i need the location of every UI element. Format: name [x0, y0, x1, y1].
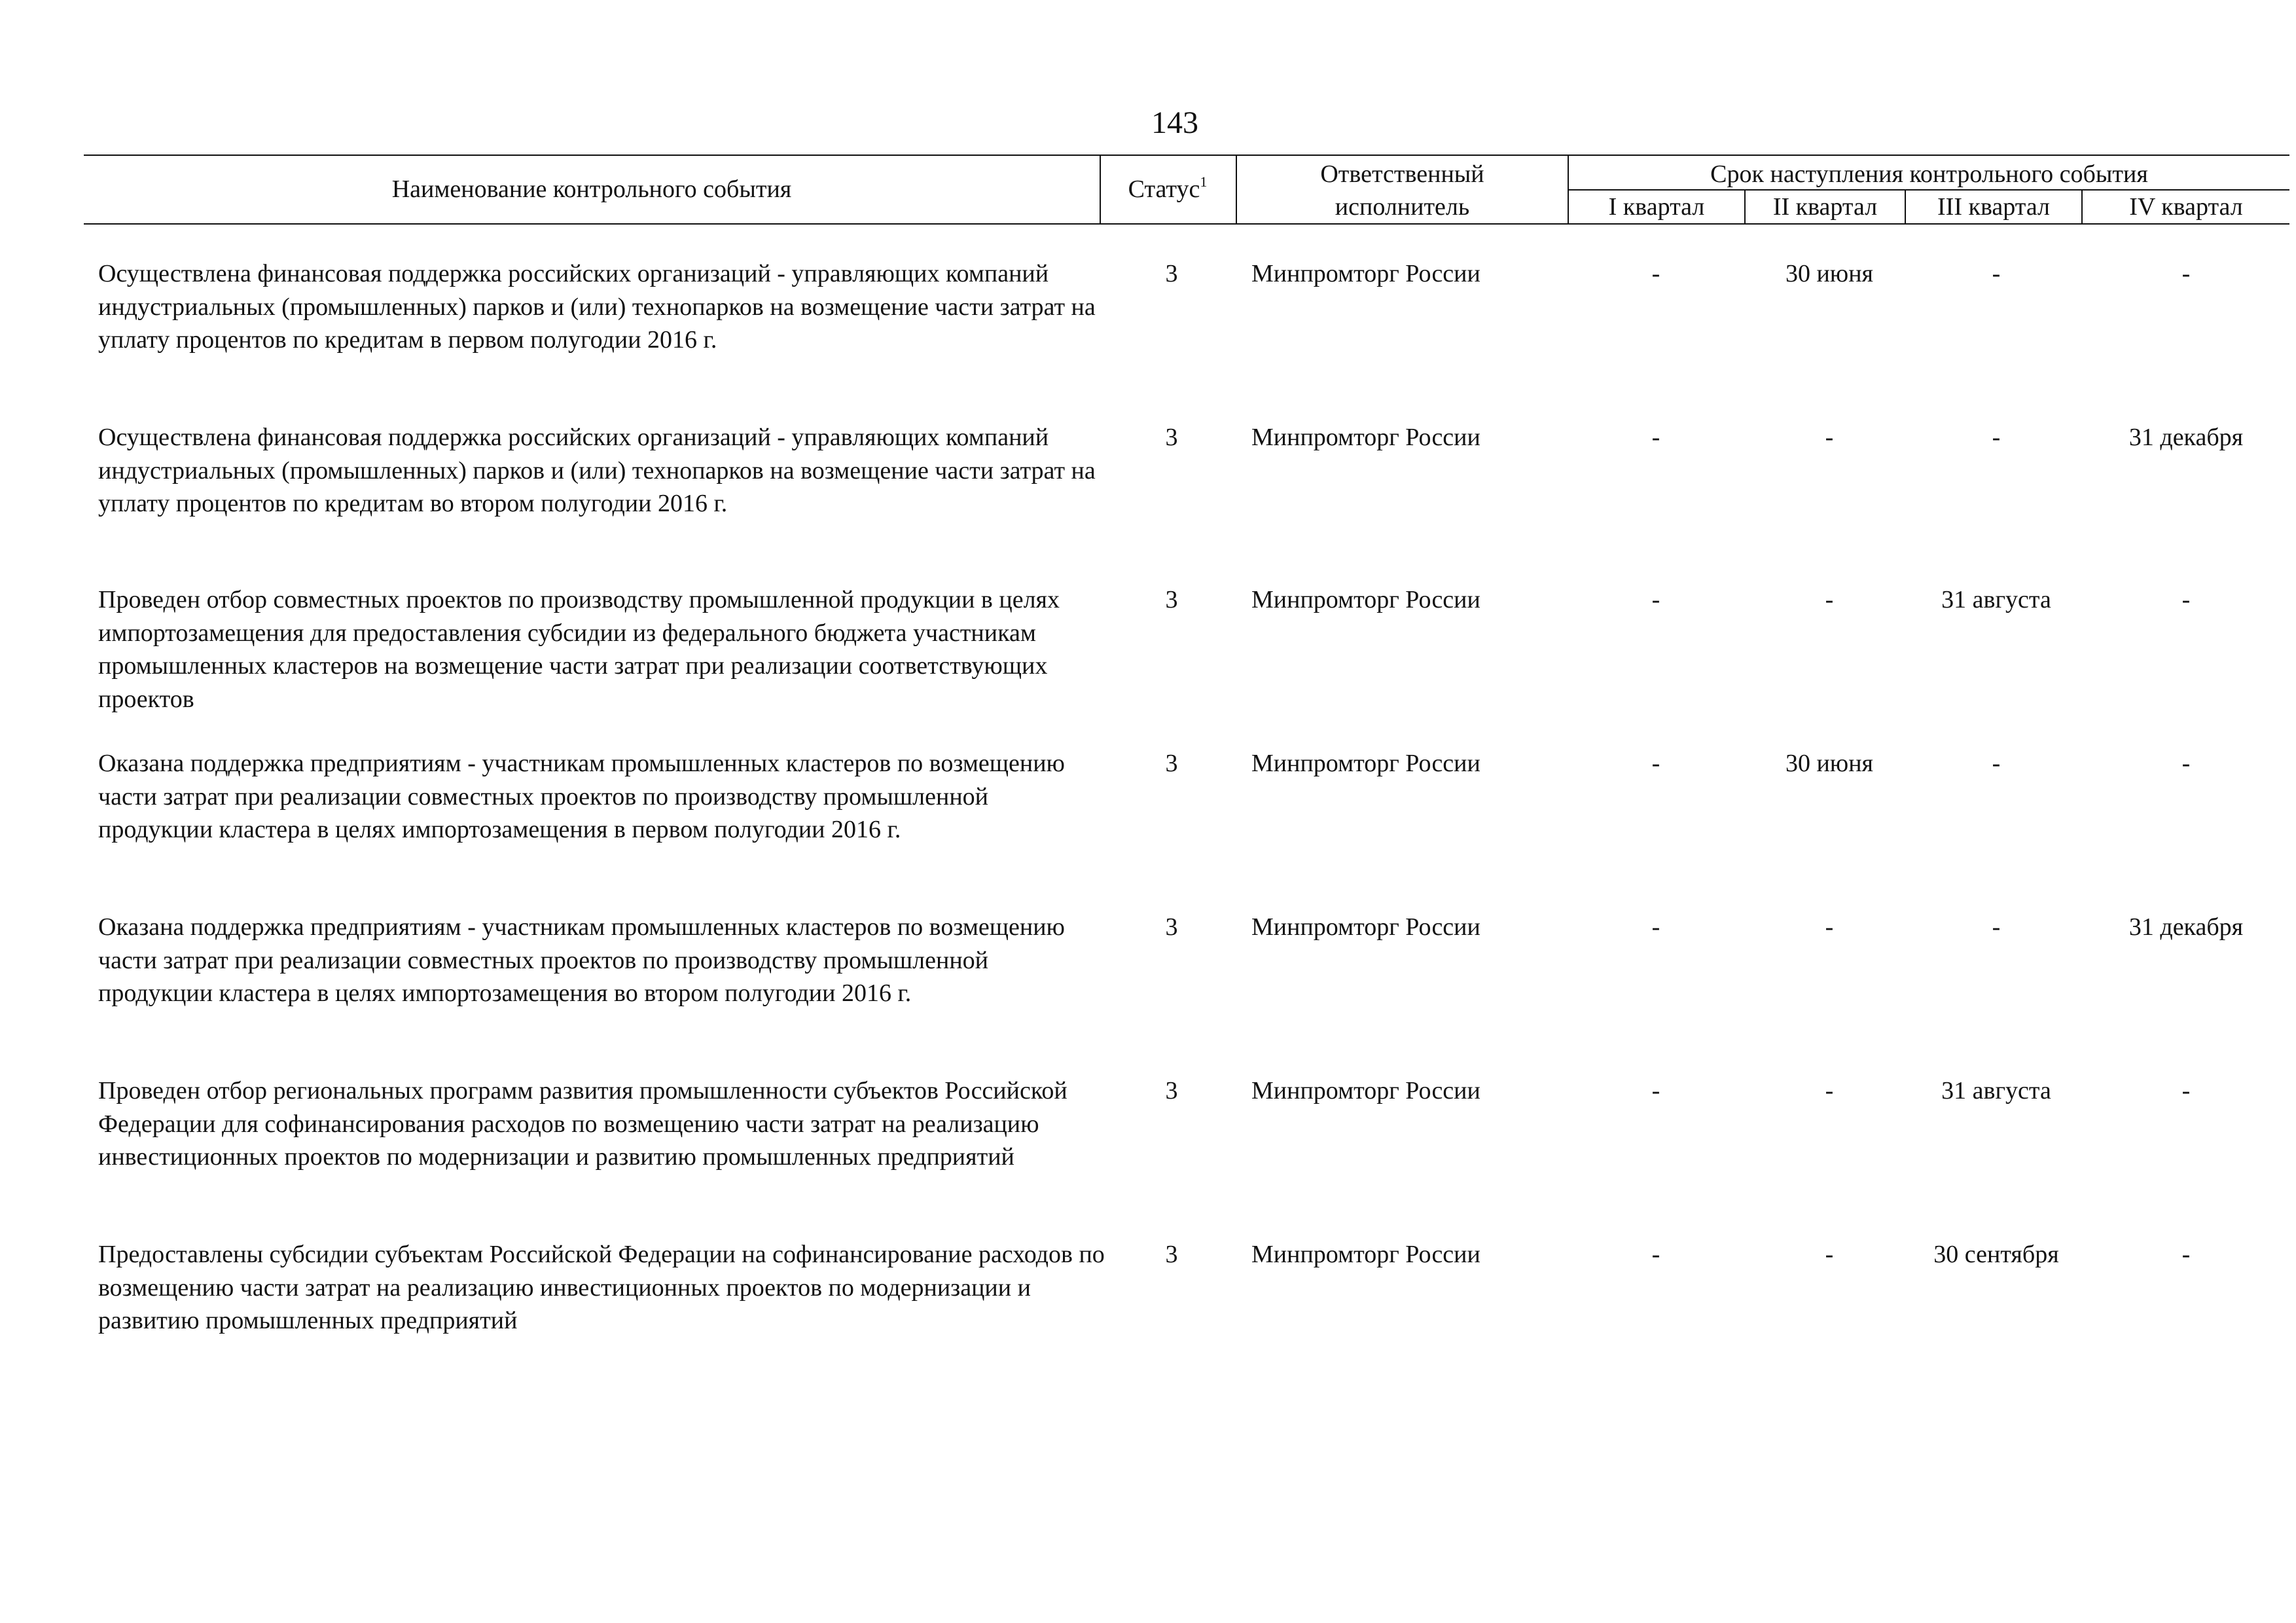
row-q1: -	[1651, 424, 1660, 451]
header-name: Наименование контрольного события	[391, 175, 792, 203]
row-executor: Минпромторг России	[1251, 424, 1480, 451]
row-q3: 30 сентября	[1933, 1241, 2059, 1268]
row-q4: -	[2181, 586, 2191, 613]
row-q4: -	[2181, 1077, 2191, 1104]
header-q4: IV квартал	[2129, 193, 2243, 221]
row-q1: -	[1651, 260, 1660, 287]
row-q2: -	[1825, 1241, 1834, 1268]
row-q4: 31 декабря	[2128, 424, 2244, 451]
row-q4: 31 декабря	[2128, 913, 2244, 941]
row-executor: Минпромторг России	[1251, 260, 1480, 287]
row-q3: -	[1992, 260, 2001, 287]
row-q3: -	[1992, 913, 2001, 941]
row-status: 3	[1165, 260, 1178, 287]
row-q1: -	[1651, 1077, 1660, 1104]
header-status	[1100, 173, 1236, 205]
header-executor-line1: Ответственный	[1320, 160, 1484, 188]
row-event-name: Оказана поддержка предприятиям - участникам промышленных кластеров по возмещению части затрат при реализации совместных проектов по производству промышленной продукции кластера в целях импортозамещения в первом полугодии 2016 г.	[98, 750, 1065, 843]
row-event-name: Осуществлена финансовая поддержка российских организаций - управляющих компаний индустриальных (промышленных) парков и (или) технопарков на возмещение части затрат на уплату процентов по кредитам во втором полугодии 2016 г.	[98, 424, 1096, 517]
row-event-name: Оказана поддержка предприятиям - участникам промышленных кластеров по возмещению части затрат при реализации совместных проектов по производству промышленной продукции кластера в целях импортозамещения во втором полугодии 2016 г.	[98, 913, 1065, 1007]
row-event-name: Осуществлена финансовая поддержка российских организаций - управляющих компаний индустриальных (промышленных) парков и (или) технопарков на возмещение части затрат на уплату процентов по кредитам в первом полугодии 2016 г.	[98, 260, 1096, 354]
header-executor-line2: исполнитель	[1335, 193, 1470, 221]
row-q4: -	[2181, 750, 2191, 777]
row-q3: 31 августа	[1941, 1077, 2051, 1104]
row-executor: Минпромторг России	[1251, 913, 1480, 941]
header-status-footnote: 1	[1200, 173, 1208, 190]
row-event-name: Предоставлены субсидии субъектам Российской Федерации на софинансирование расходов по возмещению части затрат на реализацию инвестиционных проектов по модернизации и развитию промышленных предприятий	[98, 1241, 1105, 1334]
row-executor: Минпромторг России	[1251, 750, 1480, 777]
header-q1: I квартал	[1608, 193, 1705, 221]
row-event-name: Проведен отбор региональных программ развития промышленности субъектов Российской Федерации для софинансирования расходов по возмещению части затрат на реализацию инвестиционных проектов по модернизации и развитию промышленных предприятий	[98, 1077, 1067, 1171]
row-q1: -	[1651, 586, 1660, 613]
header-q3: III квартал	[1937, 193, 2050, 221]
row-q2: -	[1825, 424, 1834, 451]
row-status: 3	[1165, 750, 1178, 777]
row-executor: Минпромторг России	[1251, 586, 1480, 613]
row-q1: -	[1651, 913, 1660, 941]
row-status: 3	[1165, 913, 1178, 941]
row-q3: 31 августа	[1941, 586, 2051, 613]
row-q1: -	[1651, 750, 1660, 777]
header-bottom-rule	[84, 223, 2289, 225]
row-q3: -	[1992, 750, 2001, 777]
row-q4: -	[2181, 1241, 2191, 1268]
row-q2: -	[1825, 913, 1834, 941]
row-status: 3	[1165, 586, 1178, 613]
header-status-label: Статус	[1128, 175, 1200, 203]
row-q3: -	[1992, 424, 2001, 451]
row-executor: Минпромторг России	[1251, 1241, 1480, 1268]
header-top-rule	[84, 155, 2289, 156]
row-status: 3	[1165, 1077, 1178, 1104]
row-q2: 30 июня	[1785, 260, 1874, 287]
row-q4: -	[2181, 260, 2191, 287]
row-q2: -	[1825, 1077, 1834, 1104]
row-q1: -	[1651, 1241, 1660, 1268]
row-q2: -	[1825, 586, 1834, 613]
row-status: 3	[1165, 1241, 1178, 1268]
header-q2: II квартал	[1772, 193, 1878, 221]
row-q2: 30 июня	[1785, 750, 1874, 777]
row-status: 3	[1165, 424, 1178, 451]
page-number: 143	[1151, 105, 1198, 140]
header-deadline-group: Срок наступления контрольного события	[1710, 160, 2148, 188]
row-executor: Минпромторг России	[1251, 1077, 1480, 1104]
row-event-name: Проведен отбор совместных проектов по производству промышленной продукции в целях импортозамещения для предоставления субсидии из федерального бюджета участникам промышленных кластеров на возмещение части затрат при реализации соответствующих проектов	[98, 586, 1060, 713]
